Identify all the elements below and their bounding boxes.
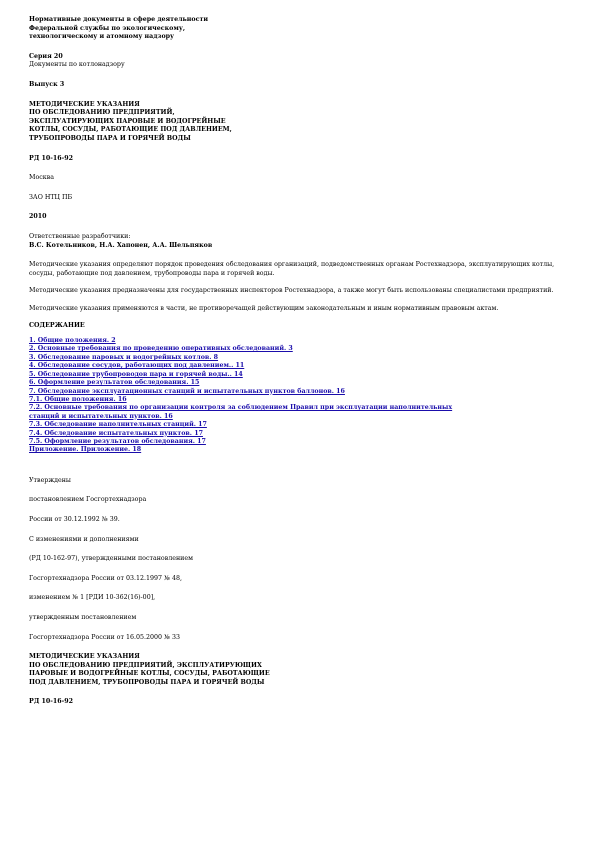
toc-link[interactable]: 2. Основные требования по проведению оперативных обследований. 3 (29, 345, 293, 353)
toc-link[interactable]: 7.3. Обследование наполнительных станций. 17 (29, 421, 207, 429)
table-of-contents (29, 337, 575, 455)
developers-label: Ответственные разработчики: (29, 232, 131, 240)
document-code: РД 10-16-92 (29, 154, 74, 162)
toc-link[interactable]: 7.1. Общие положения. 16 (29, 395, 127, 403)
publisher: ЗАО НТЦ ПБ (29, 193, 73, 201)
approved-by: постановлением Госгортехнадзора (29, 496, 147, 504)
repeat-title-line: ПО ОБСЛЕДОВАНИЮ ПРЕДПРИЯТИЙ, ЭКСПЛУАТИРУЮЩИХ (29, 661, 262, 669)
repeat-title-line: ПОД ДАВЛЕНИЕМ, ТРУБОПРОВОДЫ ПАРА И ГОРЯЧЕЙ ВОДЫ (29, 678, 265, 686)
toc-link[interactable]: 7.4. Обследование испытательных пунктов. 17 (29, 429, 203, 437)
toc-link[interactable]: 7. Обследование эксплуатационных станций и испытательных пунктов баллонов. 16 (29, 387, 345, 395)
series-name: Документы по котлонадзору (29, 61, 125, 69)
header-block (29, 16, 575, 42)
issue-number: Выпуск 3 (29, 80, 65, 88)
repeat-document-code: РД 10-16-92 (29, 698, 74, 706)
main-title-line: ПО ОБСЛЕДОВАНИЮ ПРЕДПРИЯТИЙ, (29, 109, 175, 117)
toc-link[interactable]: Приложение. Приложение. 18 (29, 446, 142, 454)
toc-link[interactable]: станций и испытательных пунктов. 16 (29, 412, 173, 420)
changes-line: изменением № 1 [РДИ 10-362(16)-00], (29, 594, 156, 602)
toc-link[interactable]: 7.2. Основные требования по организации контроля за соблюдением Правил при эксплуатации наполнительных (29, 404, 453, 412)
toc-link[interactable]: 6. Оформление результатов обследования. 15 (29, 379, 200, 387)
approved-label: Утверждены (29, 476, 71, 484)
toc-link[interactable]: 3. Обследование паровых и водогрейных котлов. 8 (29, 353, 219, 361)
toc-link[interactable]: 5. Обследование трубопроводов пара и горячей воды.. 14 (29, 370, 243, 378)
toc-link[interactable]: 7.5. Оформление результатов обследования. 17 (29, 437, 206, 445)
repeat-title (29, 653, 575, 687)
changes-line: утвержденным постановлением (29, 613, 137, 621)
main-title-line: ТРУБОПРОВОДЫ ПАРА И ГОРЯЧЕЙ ВОДЫ (29, 134, 191, 142)
main-title (29, 101, 575, 144)
changes-line: (РД 10-162-97), утвержденными постановлением (29, 555, 193, 563)
changes-line: Госгортехнадзора России от 03.12.1997 № 48, (29, 574, 182, 582)
series-title: Серия 20 (29, 52, 63, 60)
changes-line: Госгортехнадзора России от 16.05.2000 № 33 (29, 633, 180, 641)
contents-title: СОДЕРЖАНИЕ (29, 322, 85, 330)
repeat-title-line: ПАРОВЫЕ И ВОДОГРЕЙНЫЕ КОТЛЫ, СОСУДЫ, РАБОТАЮЩИЕ (29, 670, 270, 678)
paragraph: Методические указания применяются в части, не противоречащей действующим законодательным и иным нормативным правовым актам. (29, 304, 499, 312)
main-title-line: ЭКСПЛУАТИРУЮЩИХ ПАРОВЫЕ И ВОДОГРЕЙНЫЕ (29, 117, 226, 125)
main-title-line: КОТЛЫ, СОСУДЫ, РАБОТАЮЩИЕ ПОД ДАВЛЕНИЕМ, (29, 126, 232, 134)
paragraph: Методические указания предназначены для государственных инспекторов Ростехнадзора, а также могут быть использованы специалистами предприятий. (29, 287, 554, 295)
paragraph: Методические указания определяют порядок проведения обследования организаций, подведомственных органам Ростехнадзора, эксплуатирующих котлы, сосуды, работающие под давлением, трубопроводы пара и горячей воды. (29, 261, 557, 277)
header-line: технологическому и атомному надзору (29, 33, 175, 41)
approved-date: России от 30.12.1992 № 39. (29, 515, 120, 523)
repeat-title-line: МЕТОДИЧЕСКИЕ УКАЗАНИЯ (29, 653, 140, 661)
changes-label: С изменениями и дополнениями (29, 535, 139, 543)
year: 2010 (29, 213, 47, 221)
toc-link[interactable]: 1. Общие положения. 2 (29, 337, 116, 345)
header-line: Нормативные документы в сфере деятельности (29, 16, 209, 23)
toc-link[interactable]: 4. Обследование сосудов, работающих под давлением.. 11 (29, 362, 245, 370)
developers: В.С. Котельников, Н.А. Хапонен, А.А. Шельпяков (29, 241, 213, 249)
main-title-line: МЕТОДИЧЕСКИЕ УКАЗАНИЯ (29, 100, 140, 108)
city: Москва (29, 174, 54, 182)
header-line: Федеральной службы по экологическому, (29, 24, 186, 32)
